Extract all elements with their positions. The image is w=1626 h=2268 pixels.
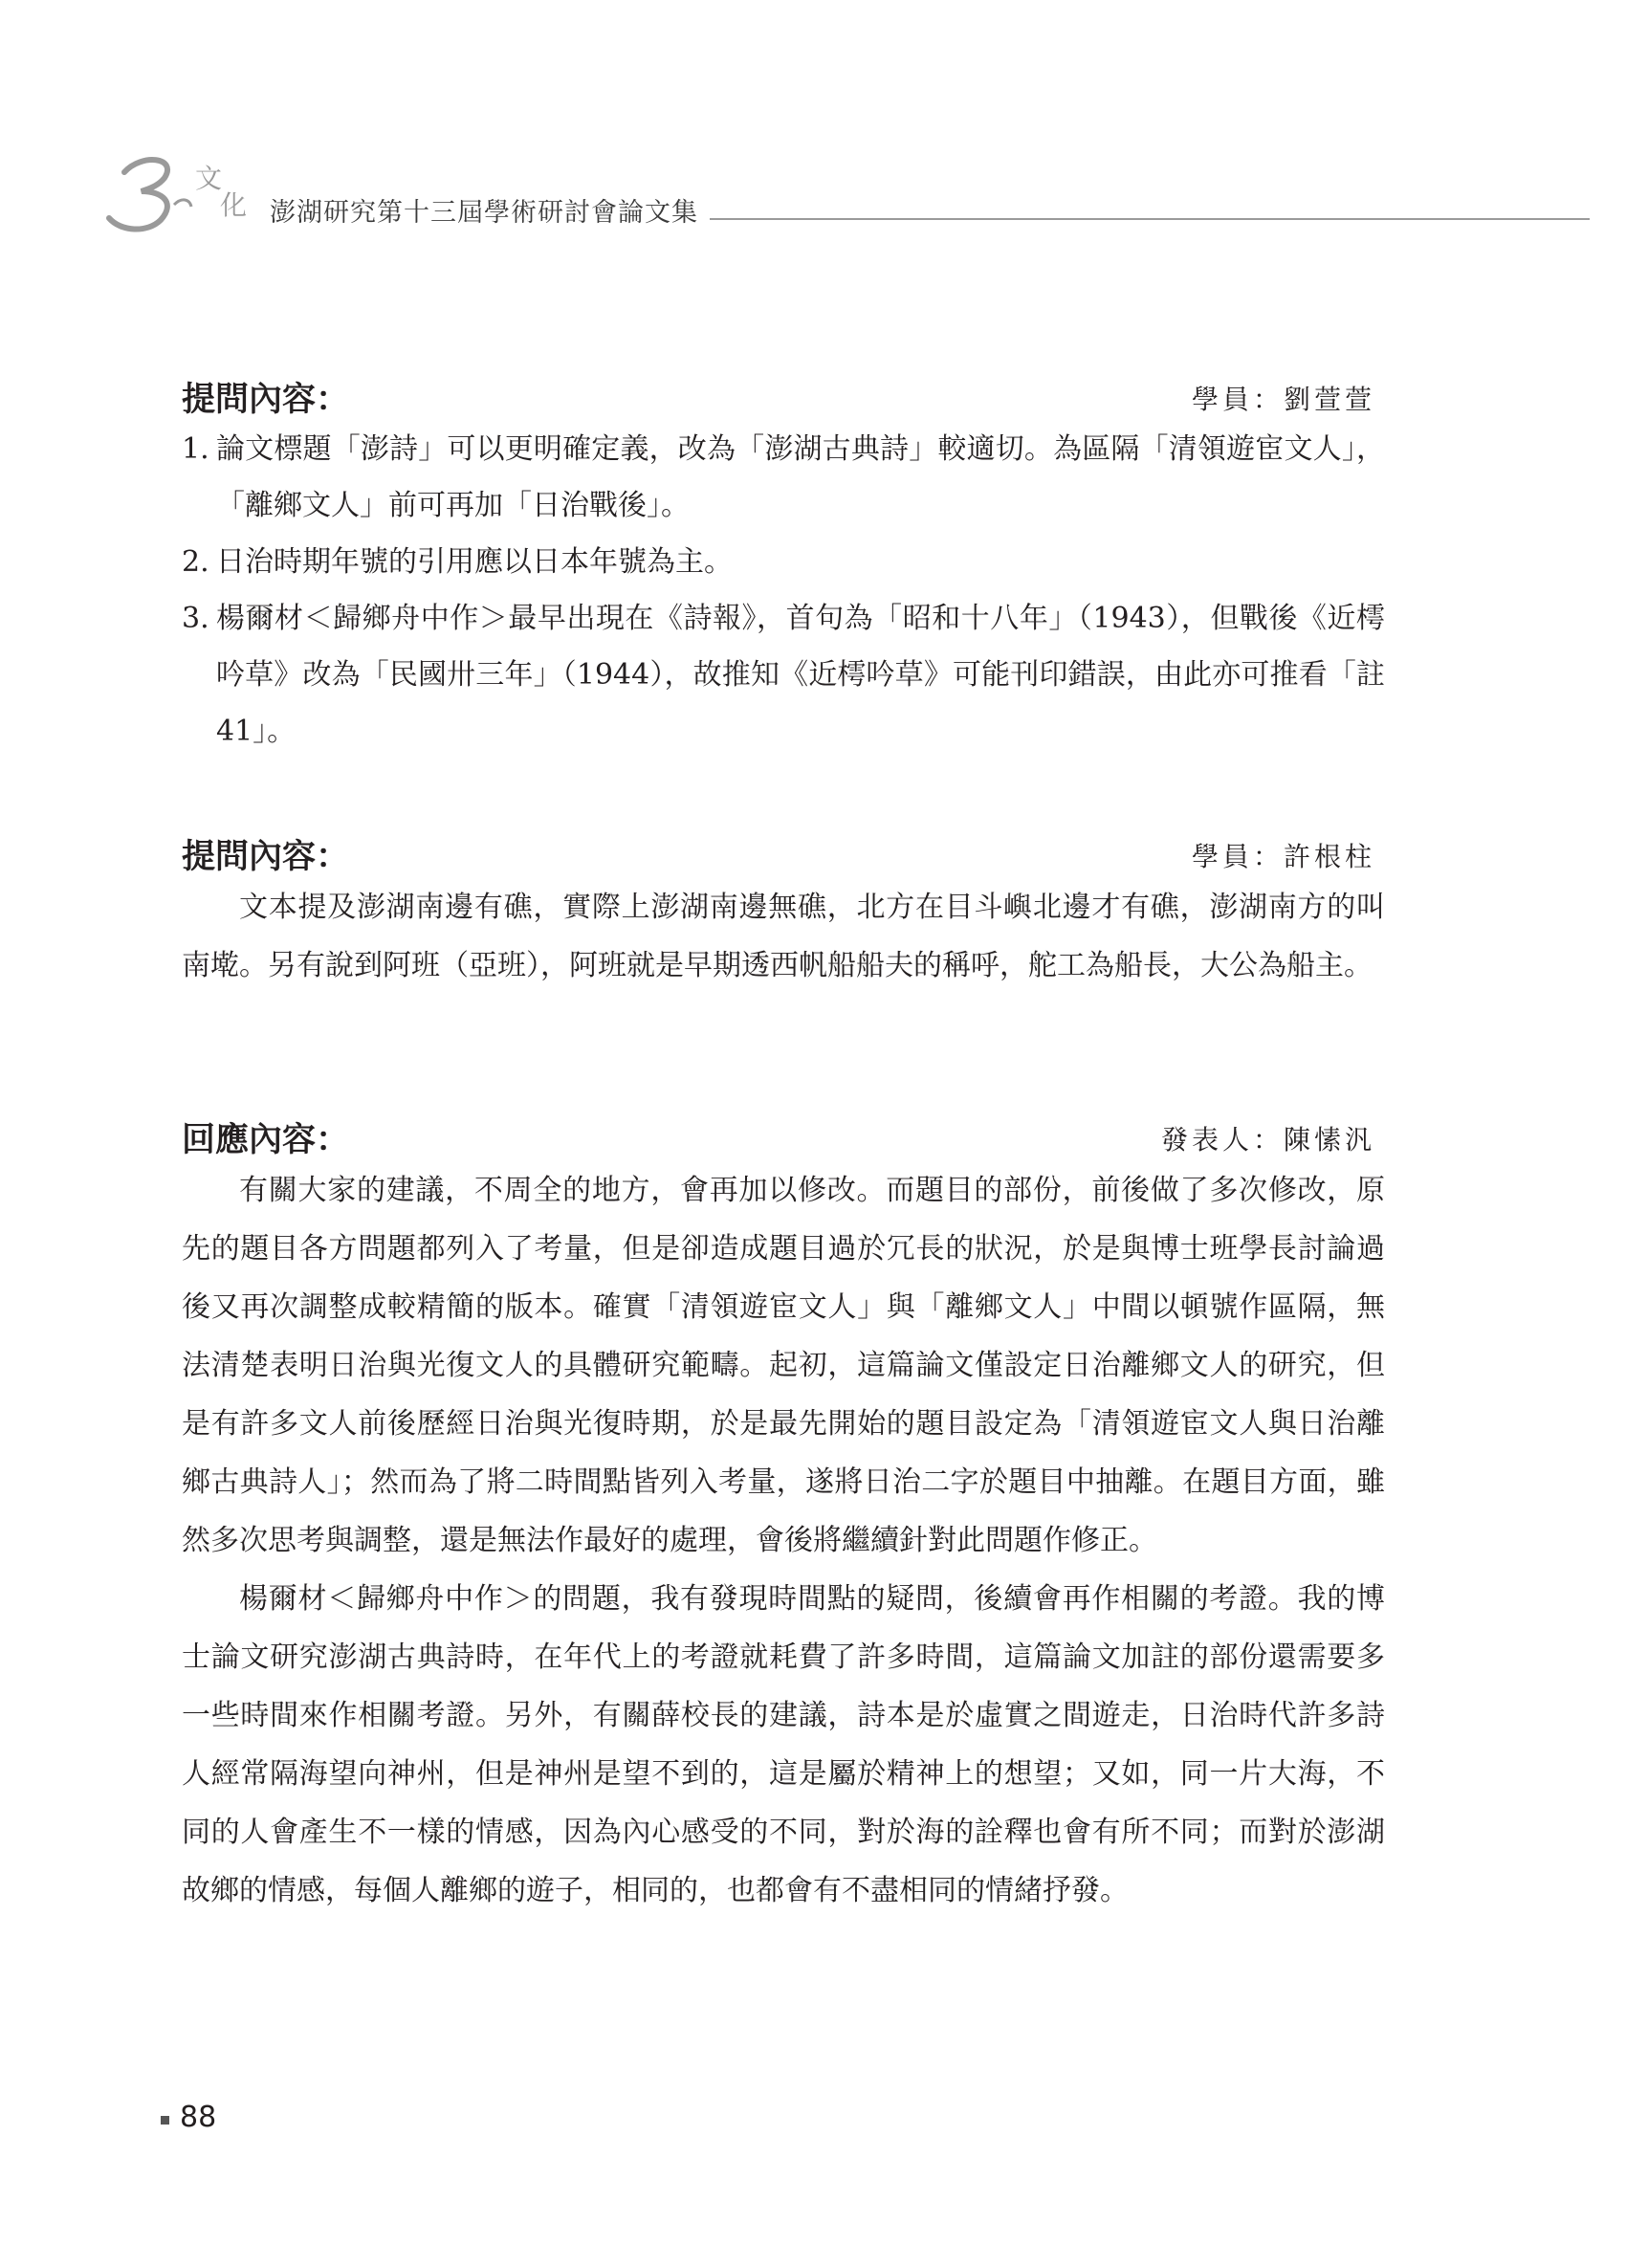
section-author: 學員：劉萱萱 [1191,384,1375,415]
svg-text:化: 化 [220,189,248,221]
list-item [182,534,1385,590]
body-paragraph: 有關大家的建議，不周全的地方，會再加以修改。而題目的部份，前後做了多次修改，原先的題目各方問題都列入了考量，但是卻造成題目過於冗長的狀況，於是與博士班學長討論過後又再次調整成較精簡的版本。確實「清領遊宦文人」與「離鄉文人」中間以頓號作區隔，無法清楚表明日治與光復文人的具體研究範疇。起初，這篇論文僅設定日治離鄉文人的研究，但是有許多文人前後歷經日治與光復時期，於是最先開始的題目設定為「清領遊宦文人與日治離鄉古典詩人」；然而為了將二時間點皆列入考量，遂將日治二字於題目中抽離。在題目方面，雖然多次思考與調整，還是無法作最好的處理，會後將繼續針對此問題作修正。 [182,1174,1385,1557]
page-header [0,0,1626,249]
list-item-text: 楊爾材＜歸鄉舟中作＞最早出現在《詩報》，首句為「昭和十八年」（1943），但戰後《近樗吟草》改為「民國卅三年」（1944），故推知《近樗吟草》可能刊印錯誤，由此亦可推看「註41」。 [216,602,1385,748]
section-author: 學員：許根柱 [1191,841,1375,872]
list-item-number: 1. [182,432,209,466]
logo-icon [103,143,266,239]
list-item-number: 2. [182,545,209,579]
section-header [182,1113,1385,1161]
header-divider [710,218,1590,220]
page-number: 88 [180,2101,217,2134]
list-item [182,421,1385,534]
list-item-text: 日治時期年號的引用應以日本年號為主。 [216,545,733,579]
publication-title: 澎湖研究第十三屆學術研討會論文集 [270,198,698,228]
section-title: 提問內容： [182,838,350,876]
section-title: 回應內容： [182,1121,350,1159]
question-section-1 [182,373,1385,760]
list-item-text: 論文標題「澎詩」可以更明確定義，改為「澎湖古典詩」較適切。為區隔「清領遊宦文人」，「離鄉文人」前可再加「日治戰後」。 [216,432,1385,522]
body-paragraph: 楊爾材＜歸鄉舟中作＞的問題，我有發現時間點的疑問，後續會再作相關的考證。我的博士論文研究澎湖古典詩時，在年代上的考證就耗費了許多時間，這篇論文加註的部份還需要多一些時間來作相關考證。另外，有關薛校長的建議，詩本是於虛實之間遊走，日治時代許多詩人經常隔海望向神州，但是神州是望不到的，這是屬於精神上的想望；又如，同一片大海，不同的人會產生不一樣的情感，因為內心感受的不同，對於海的詮釋也會有所不同；而對於澎湖故鄉的情感，每個人離鄉的遊子，相同的，也都會有不盡相同的情緒抒發。 [182,1582,1385,1907]
svg-text:文: 文 [195,163,223,194]
section-header [182,373,1385,421]
page-marker-icon [161,2116,169,2125]
question-section-2 [182,830,1385,995]
section-author: 發表人：陳愫汎 [1160,1124,1375,1156]
response-section [182,1113,1385,1920]
list-item-number: 3. [182,602,209,635]
list-item [182,590,1385,760]
section-title: 提問內容： [182,381,350,419]
body-paragraph: 文本提及澎湖南邊有礁，實際上澎湖南邊無礁，北方在目斗嶼北邊才有礁，澎湖南方的叫南墘。另有說到阿班（亞班），阿班就是早期透西帆船船夫的稱呼，舵工為船長，大公為船主。 [182,891,1385,982]
section-header [182,830,1385,878]
